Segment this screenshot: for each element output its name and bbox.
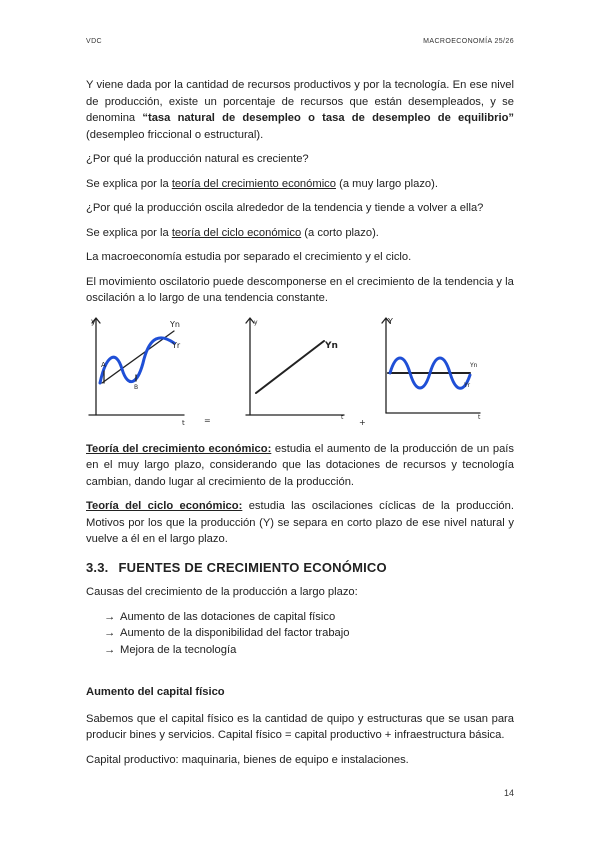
causes-list [86, 609, 514, 659]
paragraph-separation: La macroeconomía estudia por separado el crecimiento y el ciclo. [86, 251, 412, 263]
definition-text: estudia las oscilaciones cíclicas de la producción. Motivos por los que la producción (Y) se separa en corto plazo de ese nivel natural y vuelve a él en el largo plazo. [86, 500, 514, 545]
bold-term: “tasa natural de desempleo o tasa de desempleo de equilibrio” [142, 112, 514, 124]
underlined-term: teoría del crecimiento económico [171, 177, 336, 190]
page-number: 14 [503, 788, 514, 798]
y-label: y [254, 318, 258, 326]
paragraph-capital: Sabemos que el capital físico es la cantidad de quipo y estructuras que se usan para producir bines y servicios. Capital físico = capital productivo + infraestructura básica. [86, 712, 514, 741]
trend-line [256, 341, 324, 393]
paragraph-oscillation: El movimiento oscilatorio puede descomponerse en el crecimiento de la tendencia y la oscilación a lo largo de una tendencia constante. [86, 275, 514, 304]
underlined-term: teoría del ciclo económico [171, 226, 302, 239]
yr-label: Yr [172, 340, 181, 350]
section-title: FUENTES DE CRECIMIENTO ECONÓMICO [118, 559, 387, 575]
text: (desempleo friccional o estructural). [86, 128, 264, 141]
diagrams-row [86, 315, 514, 431]
answer-2 [86, 225, 514, 242]
y-label: Y [388, 316, 393, 326]
arrow-icon: → [104, 627, 116, 639]
yr-label: Yr [464, 381, 471, 389]
equals-sign: = [204, 415, 211, 425]
section-number: 3.3. [86, 559, 109, 575]
text: (a muy largo plazo). [336, 177, 438, 190]
list-item [104, 609, 514, 626]
diagram-trend [246, 318, 344, 421]
list-item-text: Aumento de la disponibilidad del factor trabajo [120, 627, 350, 639]
list-item [104, 642, 514, 659]
text: Se explica por la [86, 226, 172, 239]
diagram-combined [89, 317, 185, 427]
answer-1 [86, 176, 514, 193]
question-2: ¿Por qué la producción oscila alrededor de la tendencia y tiende a volver a ella? [86, 202, 484, 214]
t-label: t [341, 413, 344, 421]
yn-label: Yn [325, 340, 338, 351]
question-1: ¿Por qué la producción natural es creciente? [86, 153, 309, 165]
hand-drawn-diagrams [86, 315, 514, 431]
t-label: t [182, 418, 185, 427]
definition-cycle [86, 498, 514, 548]
header-right: MACROECONOMÍA 25/26 [423, 38, 514, 45]
text: (a corto plazo). [301, 226, 379, 239]
arrow-icon: → [104, 610, 116, 623]
definition-term: Teoría del ciclo económico: [86, 500, 243, 512]
list-item-text: Aumento de las dotaciones de capital físico [120, 610, 336, 623]
list-item-text: Mejora de la tecnología [120, 643, 237, 656]
list-item [104, 625, 514, 642]
diagram-cycle [382, 317, 481, 421]
arrow-icon: → [104, 643, 116, 656]
document-body [86, 77, 514, 776]
b-label: B [134, 383, 139, 391]
subsection-heading: Aumento del capital físico [86, 686, 225, 698]
plus-sign: + [359, 417, 366, 427]
definition-text: estudia el aumento de la producción de un país en el muy largo plazo, considerando que las dotaciones de recursos y tecnología cambian, dando lugar al crecimiento de la producción. [86, 442, 514, 488]
definition-growth [86, 441, 514, 491]
header-left: VDC [86, 38, 102, 45]
a-label: A [101, 360, 106, 369]
definition-term: Teoría del crecimiento económico: [86, 442, 272, 455]
t-label: t [478, 413, 481, 421]
yn-label: Yn [470, 361, 478, 369]
paragraph-productive-capital: Capital productivo: maquinaria, bienes de equipo e instalaciones. [86, 753, 409, 766]
text: Y viene dada por la cantidad de recursos productivos y por la tecnología. En ese nivel de producción, existe un porcentaje de recursos que están desempleados, y se denomina [86, 79, 514, 124]
paragraph-natural-output [86, 77, 514, 143]
causes-intro: Causas del crecimiento de la producción a largo plazo: [86, 586, 358, 598]
section-heading [86, 560, 514, 577]
y-label: y [91, 316, 96, 326]
text: Se explica por la [86, 177, 172, 190]
yn-label: Yn [170, 319, 180, 329]
